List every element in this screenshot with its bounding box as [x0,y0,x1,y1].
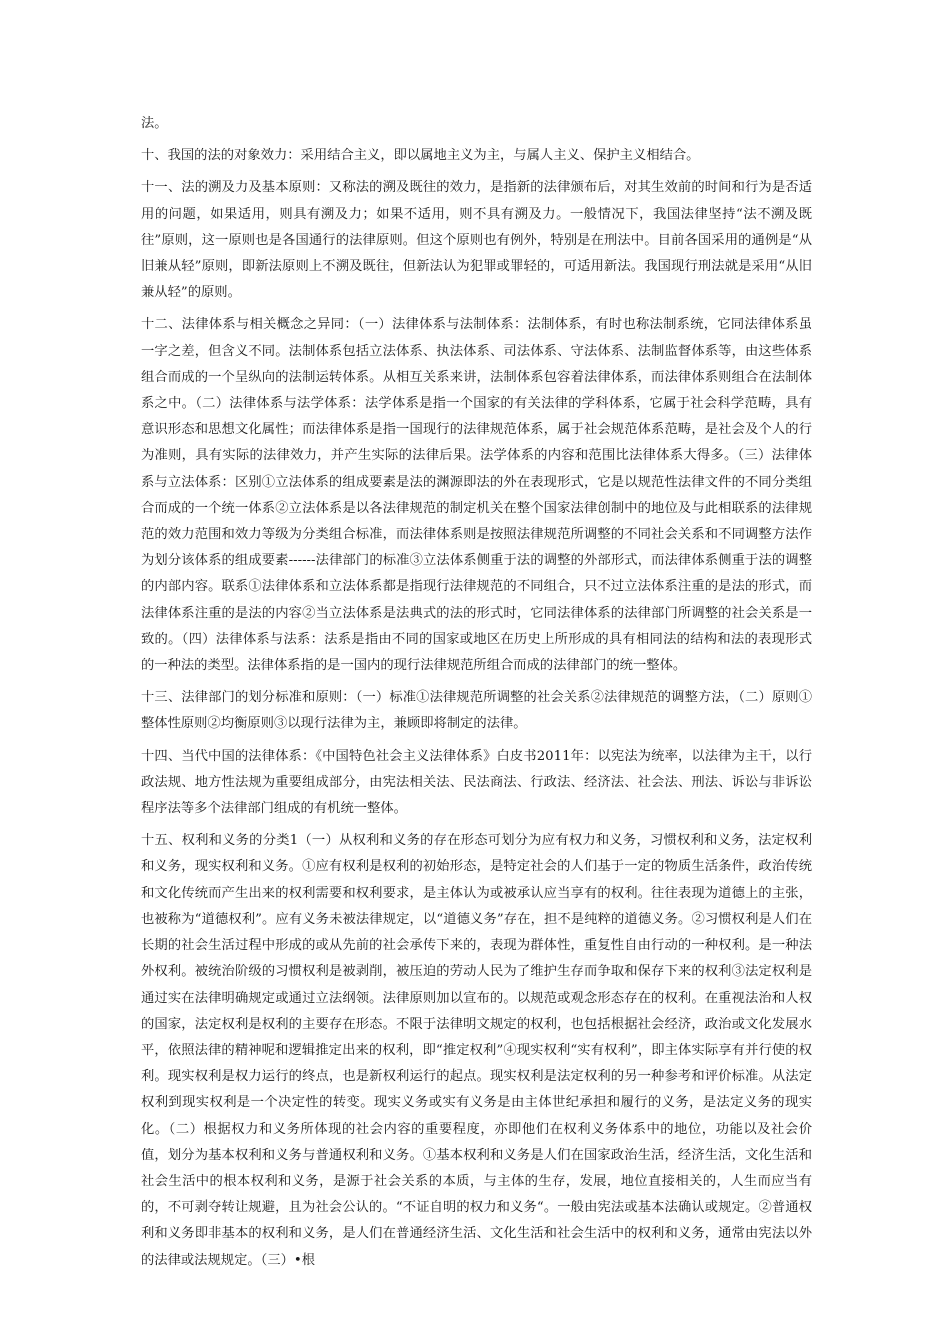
paragraph-continuation: 法。 [141,116,168,131]
paragraph-13-legal-department-division: 十三、法律部门的划分标准和原则：（一）标准①法律规范所调整的社会关系②法律规范的调整方法，（二）原则①整体性原则②均衡原则③以现行法律为主，兼顾即将制定的法律。 [141,690,812,732]
paragraph-12-legal-system-comparison: 十二、法律体系与相关概念之异同：（一）法律体系与法制体系：法制体系，有时也称法制系统，它同法律体系虽一字之差，但含义不同。法制体系包括立法体系、执法体系、司法体系、守法体系、法制监督体系等，由这些体系组合而成的一个呈纵向的法制运转体系。从相互关系来讲，法制体系包容着法律体系，而法律体系则组合在法制体系之中。（二）法律体系与法学体系：法学体系是指一个国家的有关法律的学科体系，它属于社会科学范畴，具有意识形态和思想文化属性；而法律体系是指一国现行的法律规范体系，属于社会规范体系范畴，是社会及个人的行为准则，具有实际的法律效力，并产生实际的法律后果。法学体系的内容和范围比法律体系大得多。（三）法律体系与立法体系：区别①立法体系的组成要素是法的渊源即法的外在表现形式，它是以规范性法律文件的不同分类组合而成的一个统一体系②立法体系是以各法律规范的制定机关在整个国家法律创制中的地位及与此相联系的法律规范的效力范围和效力等级为分类组合标准，而法律体系则是按照法律规范所调整的不同社会关系和不同调整方法作为划分该体系的组成要素------法律部门的标准③立法体系侧重于法的调整的外部形式，而法律体系侧重于法的调整的内部内容。联系①法律体系和立法体系都是指现行法律规范的不同组合，只不过立法体系注重的是法的形式，而法律体系注重的是法的内容②当立法体系是法典式的法的形式时，它同法律体系的法律部门所调整的社会关系是一致的。（四）法律体系与法系：法系是指由不同的国家或地区在历史上所形成的具有相同法的结构和法的表现形式的一种法的类型。法律体系指的是一国内的现行法律规范所组合而成的法律部门的统一整体。 [141,317,812,674]
paragraph-14-contemporary-chinese-legal-system: 十四、当代中国的法律体系：《中国特色社会主义法律体系》白皮书2011年：以宪法为统率，以法律为主干，以行政法规、地方性法规为重要组成部分，由宪法相关法、民法商法、行政法、经济法、社会法、刑法、诉讼与非诉讼程序法等多个法律部门组成的有机统一整体。 [141,748,812,817]
paragraph-11-retroactivity: 十一、法的溯及力及基本原则：又称法的溯及既往的效力，是指新的法律颁布后，对其生效前的时间和行为是否适用的问题，如果适用，则具有溯及力；如果不适用，则不具有溯及力。一般情况下，我国法律坚持“法不溯及既往”原则，这一原则也是各国通行的法律原则。但这个原则也有例外，特别是在刑法中。目前各国采用的通例是“从旧兼从轻”原则，即新法原则上不溯及既往，但新法认为犯罪或罪轻的，可适用新法。我国现行刑法就是采用“从旧兼从轻”的原则。 [141,180,812,301]
paragraph-15-rights-and-duties-classification: 十五、权利和义务的分类1（一）从权利和义务的存在形态可划分为应有权力和义务，习惯权利和义务，法定权利和义务，现实权利和义务。①应有权利是权利的初始形态，是特定社会的人们基于一定的物质生活条件，政治传统和文化传统而产生出来的权利需要和权利要求，是主体认为或被承认应当享有的权利。往往表现为道德上的主张，也被称为“道德权利”。应有义务未被法律规定，以“道德义务”存在，担不是纯粹的道德义务。②习惯权利是人们在长期的社会生活过程中形成的或从先前的社会承传下来的，表现为群体性，重复性自由行动的一种权利。是一种法外权利。被统治阶级的习惯权利是被剥削，被压迫的劳动人民为了维护生存而争取和保存下来的权利③法定权利是通过实在法律明确规定或通过立法纲领。法律原则加以宣布的。以规范或观念形态存在的权利。在重视法治和人权的国家，法定权利是权利的主要存在形态。不限于法律明文规定的权利，也包括根据社会经济，政治或文化发展水平，依照法律的精神呢和逻辑推定出来的权利，即“推定权利”④现实权利“实有权利”，即主体实际享有并行使的权利。现实权利是权力运行的终点，也是新权利运行的起点。现实权利是法定权利的另一种参考和评价标准。从法定权利到现实权利是一个决定性的转变。现实义务或实有义务是由主体世纪承担和履行的义务，是法定义务的现实化。（二）根据权力和义务所体现的社会内容的重要程度，亦即他们在权利义务体系中的地位，功能以及社会价值，划分为基本权利和义务与普通权利和义务。①基本权利和义务是人们在国家政治生活，经济生活，文化生活和社会生活中的根本权利和义务，是源于社会关系的本质，与主体的生存，发展，地位直接相关的，人生而应当有的，不可剥夺转让规避，且为社会公认的。“不证自明的权力和义务“。一般由宪法或基本法确认或规定。②普通权利和义务即非基本的权利和义务，是人们在普通经济生活、文化生活和社会生活中的权利和义务，通常由宪法以外的法律或法规规定。（三）•根 [141,833,812,1268]
document-body [141,111,812,1280]
paragraph-10-object-effect: 十、我国的法的对象效力：采用结合主义，即以属地主义为主，与属人主义、保护主义相结合。 [141,148,700,164]
